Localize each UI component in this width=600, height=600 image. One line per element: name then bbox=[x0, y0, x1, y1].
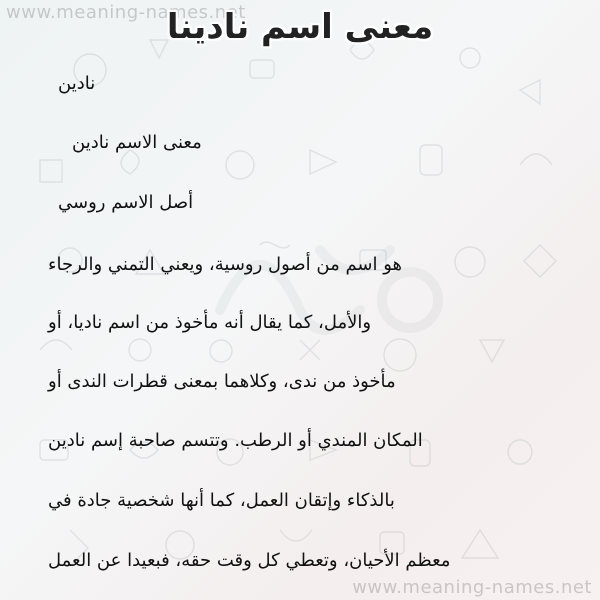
paragraph-line-1: هو اسم من أصول روسية، ويعني التمني والرجاء bbox=[48, 254, 403, 275]
origin-line: أصل الاسم روسي bbox=[58, 192, 194, 213]
paragraph-line-4: المكان المندي أو الرطب. وتتسم صاحبة إسم نادين bbox=[48, 430, 423, 451]
bottom-watermark: www.meaning-names.net bbox=[352, 577, 592, 598]
paragraph-line-6: معظم الأحيان، وتعطي كل وقت حقه، فبعيدا عن العمل bbox=[48, 550, 451, 571]
meaning-line: معنى الاسم نادين bbox=[72, 132, 202, 153]
paragraph-line-2: والأمل، كما يقال أنه مأخوذ من اسم ناديا، أو bbox=[48, 312, 372, 333]
faint-seal-graphic bbox=[200, 190, 460, 390]
paragraph-line-5: بالذكاء وإتقان العمل، كما أنها شخصية جادة في bbox=[48, 490, 395, 511]
page-title: معنى اسم نادينا bbox=[166, 7, 434, 47]
paragraph-line-3: مأخوذ من ندى، وكلاهما بمعنى قطرات الندى أو bbox=[48, 371, 396, 392]
top-watermark: www.meaning-names.net bbox=[6, 2, 246, 23]
name-line: نادين bbox=[58, 73, 96, 94]
title-bar bbox=[0, 0, 600, 48]
